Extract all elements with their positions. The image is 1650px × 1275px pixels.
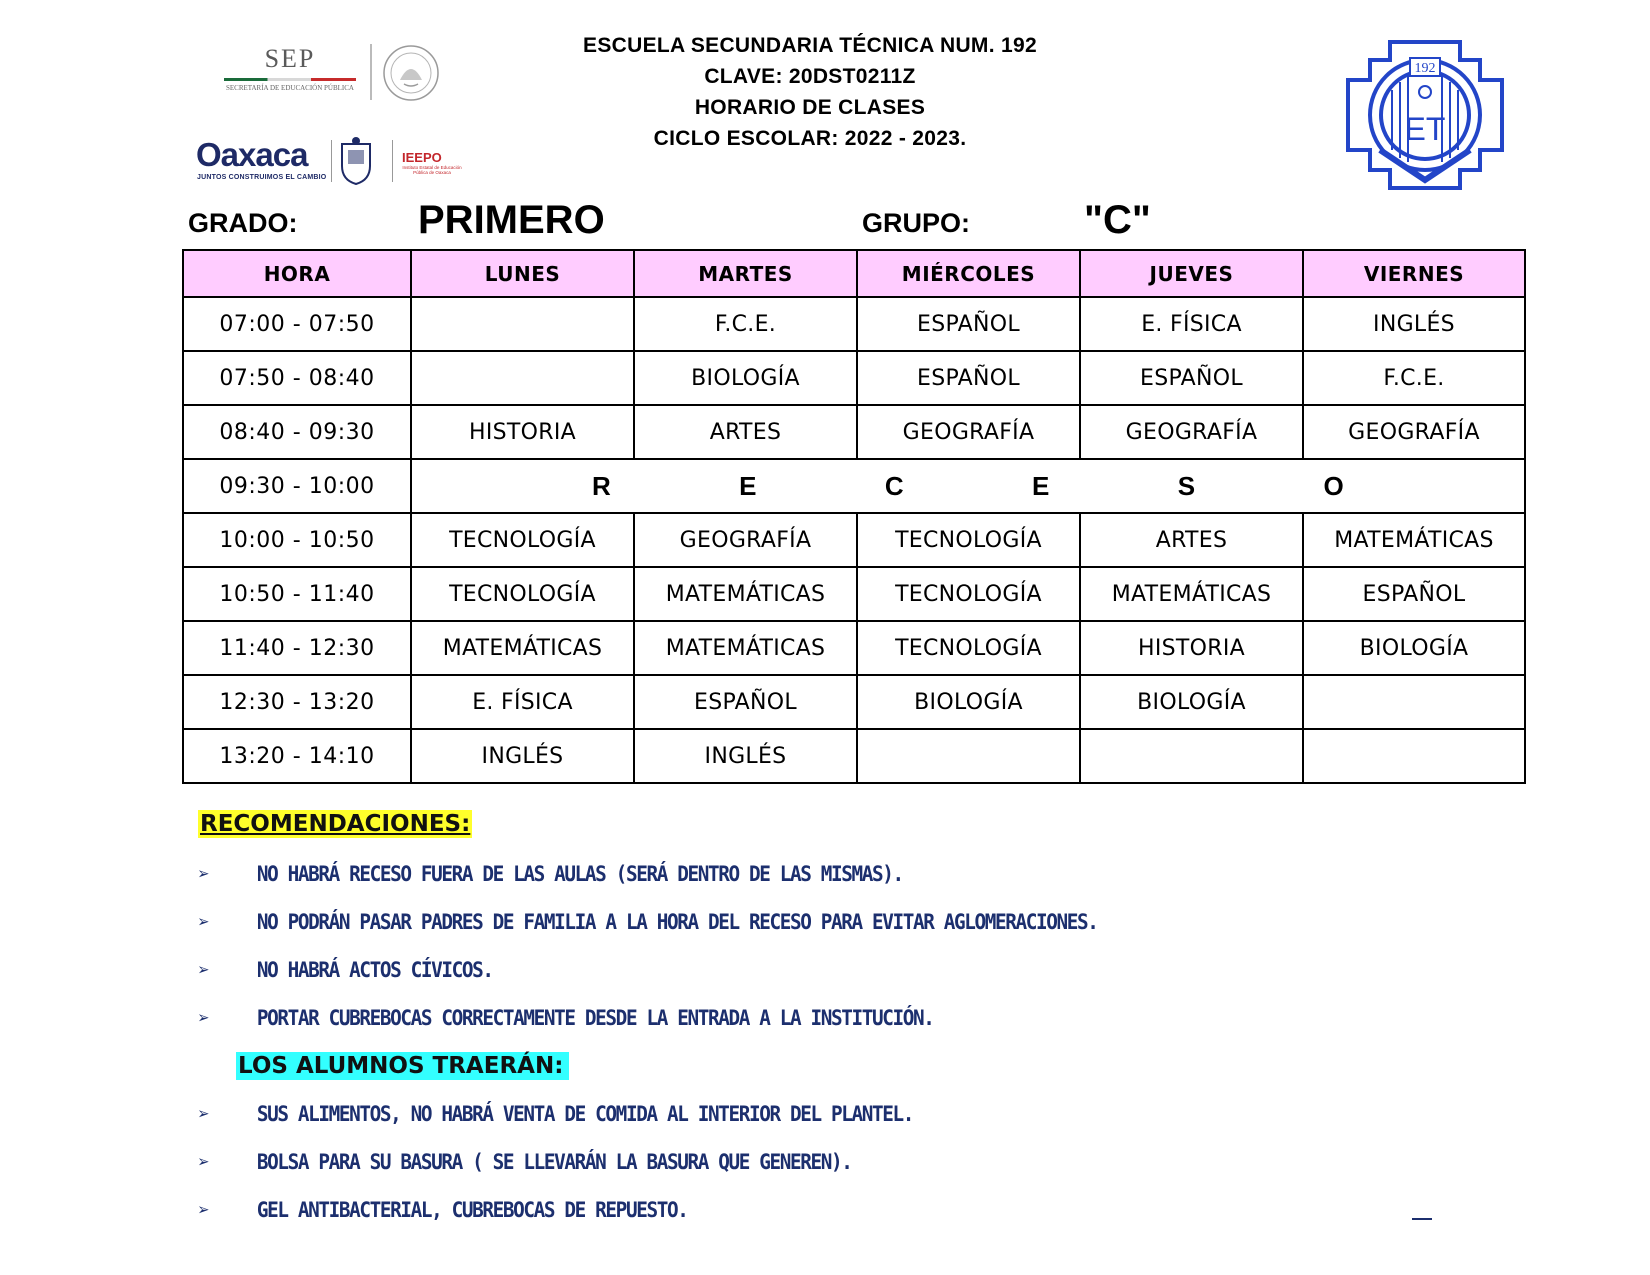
table-row xyxy=(183,351,1525,405)
mexico-seal-icon xyxy=(382,44,440,102)
column-header-miercoles: MIÉRCOLES xyxy=(857,250,1080,297)
hour-cell: 10:50 - 11:40 xyxy=(183,567,411,621)
ieepo-wordmark: IEEPO xyxy=(402,150,442,165)
arrow-bullet-icon: ➢ xyxy=(198,862,210,886)
receso-letter: C xyxy=(884,470,904,501)
column-header-hora: HORA xyxy=(183,250,411,297)
subject-cell: MATEMÁTICAS xyxy=(634,621,857,675)
recomendacion-text: PORTAR CUBREBOCAS CORRECTAMENTE DESDE LA ENTRADA A LA INSTITUCIÓN. xyxy=(256,1006,934,1030)
recomendacion-text: NO HABRÁ RECESO FUERA DE LAS AULAS (SERÁ DENTRO DE LAS MISMAS). xyxy=(256,862,903,886)
subject-cell: ESPAÑOL xyxy=(634,675,857,729)
subject-cell: TECNOLOGÍA xyxy=(411,567,634,621)
arrow-bullet-icon: ➢ xyxy=(198,910,210,934)
subject-cell xyxy=(1080,729,1303,783)
sep-wordmark: SEP xyxy=(264,44,316,73)
column-header-viernes: VIERNES xyxy=(1303,250,1525,297)
decorative-dash xyxy=(1412,1218,1432,1220)
recomendaciones-title: RECOMENDACIONES: xyxy=(200,811,471,837)
sep-flag-bar xyxy=(224,78,356,81)
alumnos-title: LOS ALUMNOS TRAERÁN: xyxy=(236,1052,569,1080)
hour-cell: 07:50 - 08:40 xyxy=(183,351,411,405)
school-cycle: CICLO ESCOLAR: 2022 - 2023. xyxy=(653,127,967,150)
oaxaca-state-seal-icon xyxy=(338,136,374,186)
subject-cell: MATEMÁTICAS xyxy=(1303,513,1525,567)
arrow-bullet-icon: ➢ xyxy=(198,1150,210,1174)
column-header-jueves: JUEVES xyxy=(1080,250,1303,297)
subject-cell: ESPAÑOL xyxy=(1303,567,1525,621)
school-key: CLAVE: 20DST0211Z xyxy=(704,65,916,88)
table-row xyxy=(183,567,1525,621)
receso-cell xyxy=(411,459,1525,513)
column-header-martes: MARTES xyxy=(634,250,857,297)
hour-cell: 08:40 - 09:30 xyxy=(183,405,411,459)
alumnos-item xyxy=(198,1150,851,1174)
hour-cell: 12:30 - 13:20 xyxy=(183,675,411,729)
subject-cell: MATEMÁTICAS xyxy=(1080,567,1303,621)
alumnos-item xyxy=(198,1198,687,1222)
school-logo-number: 192 xyxy=(1414,61,1436,76)
recomendacion-item xyxy=(198,1006,933,1030)
subject-cell: MATEMÁTICAS xyxy=(634,567,857,621)
hour-cell: 09:30 - 10:00 xyxy=(183,459,411,513)
recomendacion-item xyxy=(198,910,1098,934)
hour-cell: 10:00 - 10:50 xyxy=(183,513,411,567)
subject-cell: HISTORIA xyxy=(411,405,634,459)
school-gear-logo-icon xyxy=(1330,30,1520,200)
hour-cell: 11:40 - 12:30 xyxy=(183,621,411,675)
recomendacion-text: NO PODRÁN PASAR PADRES DE FAMILIA A LA HORA DEL RECESO PARA EVITAR AGLOMERACIONES. xyxy=(256,910,1098,934)
schedule-title: HORARIO DE CLASES xyxy=(694,96,926,119)
subject-cell: ESPAÑOL xyxy=(857,351,1080,405)
school-name: ESCUELA SECUNDARIA TÉCNICA NUM. 192 xyxy=(583,34,1037,57)
subject-cell xyxy=(1303,675,1525,729)
subject-cell: INGLÉS xyxy=(411,729,634,783)
document-header xyxy=(500,30,1120,154)
subject-cell: ESPAÑOL xyxy=(857,297,1080,351)
grupo-value: "C" xyxy=(1084,198,1151,242)
subject-cell: GEOGRAFÍA xyxy=(634,513,857,567)
column-header-lunes: LUNES xyxy=(411,250,634,297)
table-row xyxy=(183,621,1525,675)
grado-label: GRADO: xyxy=(188,208,298,238)
table-header-row xyxy=(183,250,1525,297)
sep-logo xyxy=(220,44,450,104)
receso-letter: O xyxy=(1323,470,1344,501)
subject-cell xyxy=(411,297,634,351)
table-row xyxy=(183,729,1525,783)
recomendacion-text: NO HABRÁ ACTOS CÍVICOS. xyxy=(256,958,493,982)
subject-cell: BIOLOGÍA xyxy=(634,351,857,405)
arrow-bullet-icon: ➢ xyxy=(198,1006,210,1030)
subject-cell: TECNOLOGÍA xyxy=(857,567,1080,621)
subject-cell: E. FÍSICA xyxy=(1080,297,1303,351)
subject-cell: TECNOLOGÍA xyxy=(857,513,1080,567)
alumnos-text: BOLSA PARA SU BASURA ( SE LLEVARÁN LA BASURA QUE GENEREN). xyxy=(256,1150,852,1174)
subject-cell: F.C.E. xyxy=(634,297,857,351)
oaxaca-tagline: JUNTOS CONSTRUIMOS EL CAMBIO xyxy=(197,174,327,181)
subject-cell: GEOGRAFÍA xyxy=(1080,405,1303,459)
subject-cell: BIOLOGÍA xyxy=(1080,675,1303,729)
subject-cell: E. FÍSICA xyxy=(411,675,634,729)
receso-row xyxy=(183,459,1525,513)
receso-letter: R xyxy=(592,470,612,501)
arrow-bullet-icon: ➢ xyxy=(198,1102,210,1126)
recomendacion-item xyxy=(198,862,903,886)
grado-value: PRIMERO xyxy=(418,198,605,242)
subject-cell: GEOGRAFÍA xyxy=(1303,405,1525,459)
table-row xyxy=(183,297,1525,351)
recomendacion-item xyxy=(198,958,493,982)
hour-cell: 07:00 - 07:50 xyxy=(183,297,411,351)
subject-cell: GEOGRAFÍA xyxy=(857,405,1080,459)
alumnos-text: SUS ALIMENTOS, NO HABRÁ VENTA DE COMIDA AL INTERIOR DEL PLANTEL. xyxy=(256,1102,913,1126)
receso-letter: E xyxy=(739,470,757,501)
oaxaca-wordmark: Oaxaca xyxy=(196,136,308,173)
subject-cell xyxy=(411,351,634,405)
subject-cell: INGLÉS xyxy=(634,729,857,783)
table-row xyxy=(183,405,1525,459)
receso-letters xyxy=(412,471,1524,502)
subject-cell: HISTORIA xyxy=(1080,621,1303,675)
alumnos-text: GEL ANTIBACTERIAL, CUBREBOCAS DE REPUESTO. xyxy=(256,1198,688,1222)
table-row xyxy=(183,513,1525,567)
hour-cell: 13:20 - 14:10 xyxy=(183,729,411,783)
arrow-bullet-icon: ➢ xyxy=(198,1198,210,1222)
logo-divider xyxy=(331,140,332,182)
subject-cell: BIOLOGÍA xyxy=(857,675,1080,729)
oaxaca-logo-group xyxy=(196,136,466,188)
grupo-label: GRUPO: xyxy=(862,208,970,238)
subject-cell: TECNOLOGÍA xyxy=(857,621,1080,675)
subject-cell: MATEMÁTICAS xyxy=(411,621,634,675)
sep-subtitle: SECRETARÍA DE EDUCACIÓN PÚBLICA xyxy=(226,84,354,92)
receso-letter: E xyxy=(1032,470,1050,501)
receso-letter: S xyxy=(1177,470,1196,501)
subject-cell: INGLÉS xyxy=(1303,297,1525,351)
arrow-bullet-icon: ➢ xyxy=(198,958,210,982)
subject-cell xyxy=(1303,729,1525,783)
school-logo-letters: ET xyxy=(1404,111,1446,147)
subject-cell: ESPAÑOL xyxy=(1080,351,1303,405)
alumnos-item xyxy=(198,1102,913,1126)
logo-divider xyxy=(370,44,372,100)
subject-cell: BIOLOGÍA xyxy=(1303,621,1525,675)
subject-cell: F.C.E. xyxy=(1303,351,1525,405)
subject-cell xyxy=(857,729,1080,783)
logo-divider xyxy=(392,140,393,182)
table-row xyxy=(183,675,1525,729)
ieepo-subtitle: Instituto Estatal de Educación Pública de Oaxaca xyxy=(402,165,462,175)
subject-cell: ARTES xyxy=(634,405,857,459)
schedule-table xyxy=(182,249,1526,784)
subject-cell: ARTES xyxy=(1080,513,1303,567)
subject-cell: TECNOLOGÍA xyxy=(411,513,634,567)
